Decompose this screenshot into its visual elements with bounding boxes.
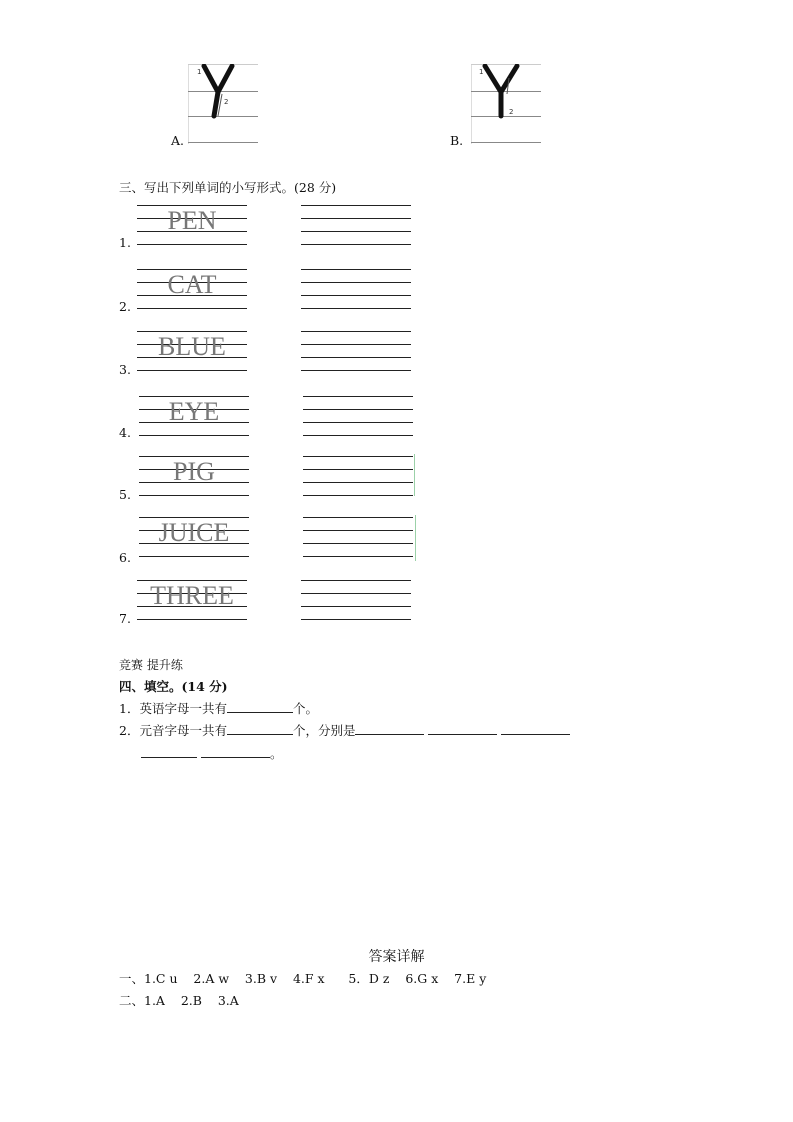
answer-writing-grid[interactable]: [303, 396, 413, 436]
margin-mark: [414, 454, 415, 496]
uppercase-word-grid: [137, 205, 247, 245]
question-2-continuation: [141, 744, 283, 762]
uppercase-word-grid: [137, 580, 247, 620]
svg-text:1: 1: [479, 68, 484, 76]
uppercase-word: EYE: [168, 397, 220, 426]
question-2: [119, 721, 570, 739]
choice-b-label[interactable]: B.: [450, 133, 464, 148]
item-number: 7.: [119, 611, 131, 626]
uppercase-word: JUICE: [158, 518, 230, 547]
answer-writing-grid[interactable]: [303, 517, 413, 557]
blank-field[interactable]: [428, 722, 497, 735]
uppercase-word: BLUE: [158, 332, 226, 361]
choice-a-letter-y-image: [188, 64, 258, 144]
question-2-mid: 个，分别是: [292, 723, 356, 738]
section-3-title: 三、写出下列单词的小写形式。(28 分): [119, 180, 337, 195]
uppercase-word: THREE: [150, 581, 234, 610]
uppercase-word: PEN: [167, 206, 217, 235]
answer-writing-grid[interactable]: [301, 269, 411, 309]
svg-text:2: 2: [509, 108, 514, 116]
uppercase-word-grid: [137, 269, 247, 309]
blank-field[interactable]: [501, 722, 570, 735]
item-number: 3.: [119, 362, 131, 377]
answer-writing-grid[interactable]: [303, 456, 413, 496]
blank-field[interactable]: [227, 700, 293, 713]
uppercase-word-grid: [139, 517, 249, 557]
question-1-suffix: 个。: [292, 701, 318, 716]
answer-writing-grid[interactable]: [301, 205, 411, 245]
answers-title: 答案详解: [368, 949, 425, 965]
blank-field[interactable]: [201, 745, 270, 758]
answer-writing-grid[interactable]: [301, 331, 411, 371]
letter-y-stroke-icon: [471, 64, 541, 144]
answer-writing-grid[interactable]: [301, 580, 411, 620]
uppercase-word-grid: [139, 396, 249, 436]
question-1: [119, 699, 318, 717]
answers-line-2: 二、1.A 2.B 3.A: [119, 993, 239, 1008]
question-2-end: 。: [269, 746, 283, 761]
question-1-prefix: 1．英语字母一共有: [119, 701, 227, 716]
question-2-prefix: 2．元音字母一共有: [119, 723, 227, 738]
item-number: 6.: [119, 550, 131, 565]
blank-field[interactable]: [141, 745, 197, 758]
uppercase-word-grid: [139, 456, 249, 496]
letter-y-stroke-icon: [188, 64, 258, 144]
answers-line-1: 一、1.C u 2.A w 3.B v 4.F x 5．D z 6.G x 7.E y: [119, 971, 487, 986]
uppercase-word: CAT: [167, 270, 217, 299]
item-number: 5.: [119, 487, 131, 502]
blank-field[interactable]: [355, 722, 424, 735]
margin-mark: [415, 515, 416, 561]
competition-label: 竞赛 提升练: [119, 658, 183, 672]
item-number: 1.: [119, 235, 131, 250]
item-number: 2.: [119, 299, 131, 314]
choice-a-label[interactable]: A.: [171, 133, 185, 148]
blank-field[interactable]: [227, 722, 293, 735]
choice-b-letter-y-image: [471, 64, 541, 144]
section-4-title: 四、填空。(14 分): [119, 679, 228, 694]
uppercase-word-grid: [137, 331, 247, 371]
item-number: 4.: [119, 425, 131, 440]
svg-text:1: 1: [197, 68, 202, 76]
svg-text:2: 2: [224, 98, 229, 106]
uppercase-word: PIG: [173, 457, 215, 486]
